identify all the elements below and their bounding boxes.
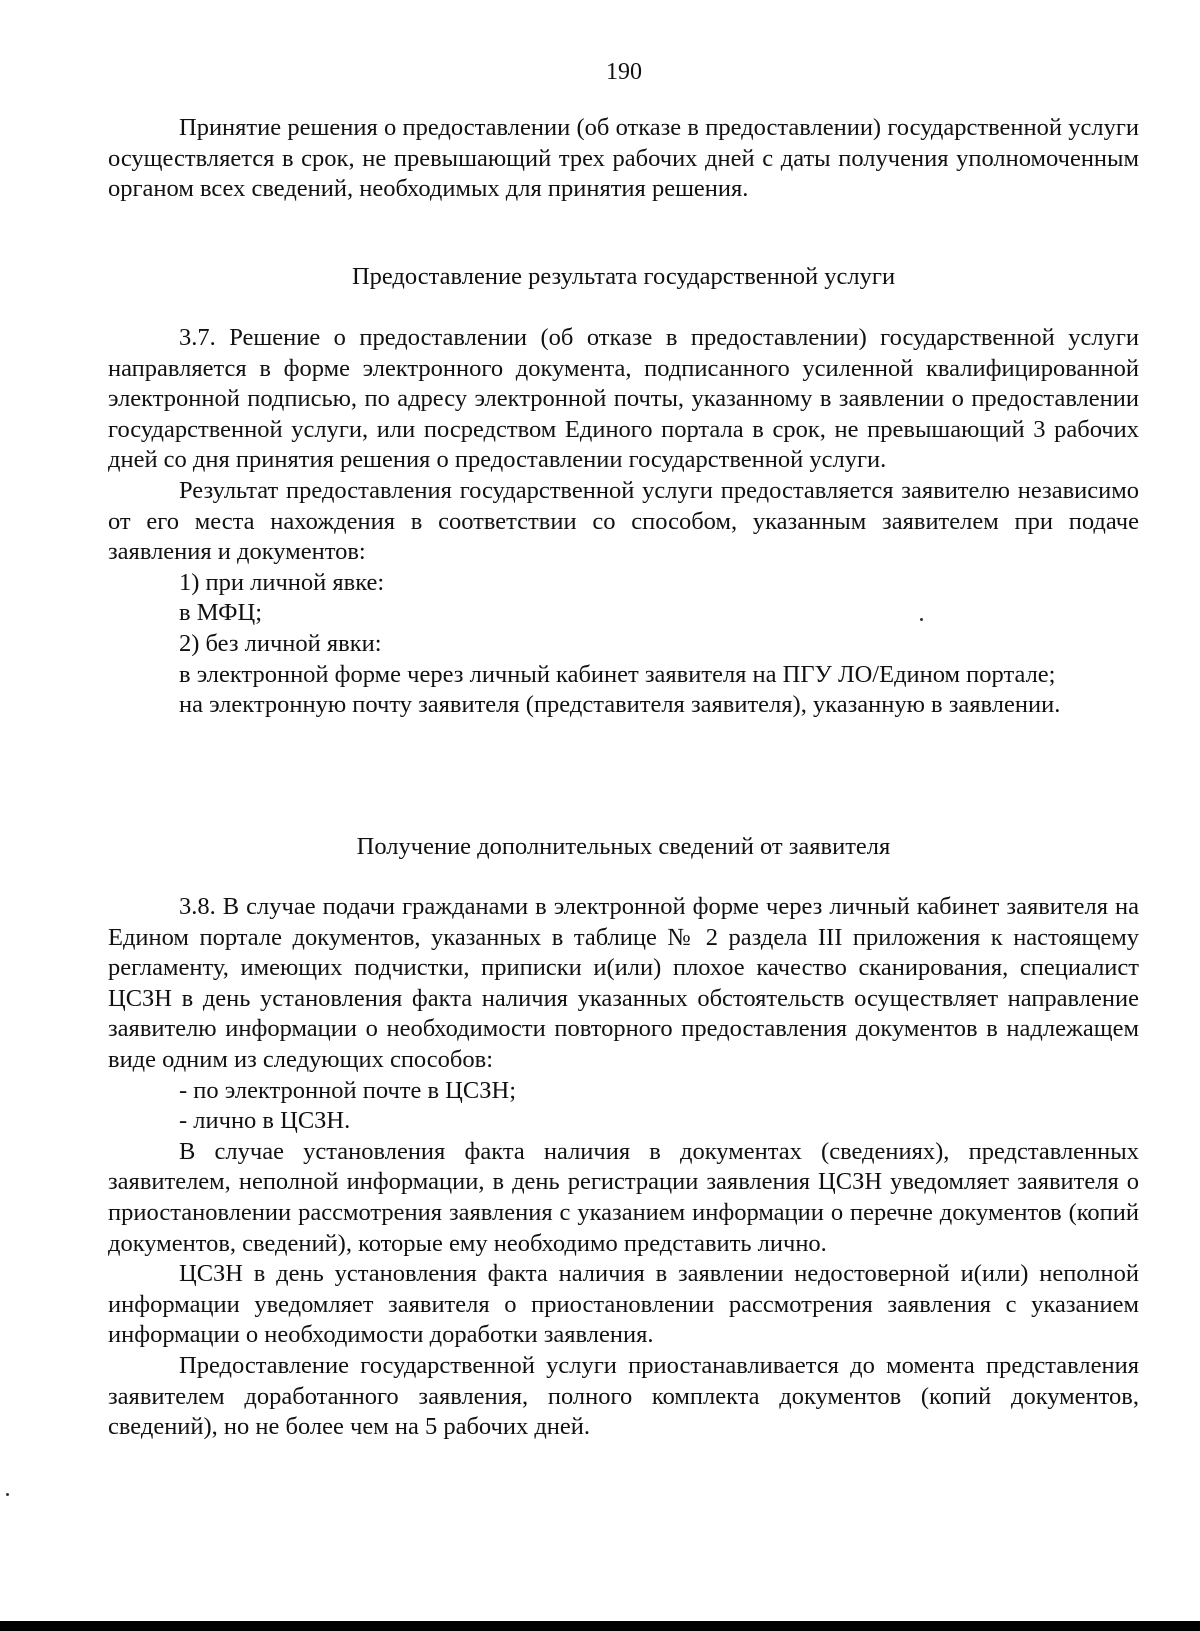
scan-speck — [920, 618, 923, 621]
page-number: 190 — [606, 59, 642, 85]
list-item: 1) при личной явке: — [179, 568, 385, 596]
paragraph: Принятие решения о предоставлении (об отказе в предоставлении) государственной услуги осуществляется в срок, не превышающий трех рабочих дней с даты получения уполномоченным органом всех сведений, необходимых для принятия решения. — [108, 114, 1139, 203]
paragraph: В случае установления факта наличия в документах (сведениях), представленных заявителем, неполной информации, в день регистрации заявления ЦСЗН уведомляет заявителя о приостановлении рассмотрения заявления с указанием информации о перечне документов (копий документов, сведений), которые ему необходимо представить лично. — [108, 1137, 1139, 1257]
text-block-1 — [108, 113, 1139, 205]
list-item: - по электронной почте в ЦСЗН; — [179, 1076, 516, 1104]
paragraph: ЦСЗН в день установления факта наличия в заявлении недостоверной и(или) неполной информации уведомляет заявителя о приостановлении рассмотрения заявления с указанием информации о необходимости доработки заявления. — [108, 1260, 1139, 1349]
list-item: - лично в ЦСЗН. — [179, 1107, 351, 1135]
section-heading: Предоставление результата государственной услуги — [351, 263, 896, 290]
text-block-2 — [108, 323, 1139, 721]
section-heading-additional — [108, 832, 1139, 863]
paragraph: Результат предоставления государственной услуги предоставляется заявителю независимо от его места нахождения в соответствии со способом, указанным заявителем при подаче заявления и документов: — [108, 476, 1139, 566]
list-item: 2) без личной явки: — [179, 629, 382, 657]
list-item: в МФЦ; — [179, 599, 263, 627]
scan-edge-bar — [0, 1621, 1200, 1631]
text-block-3 — [108, 892, 1139, 1443]
paragraph: 3.8. В случае подачи гражданами в электронной форме через личный кабинет заявителя на Едином портале документов, указанных в таблице № 2 раздела III приложения к настоящему регламенту, имеющих подчистки, приписки и(или) плохое качество сканирования, специалист ЦСЗН в день установления факта наличия указанных обстоятельств осуществляет направление заявителю информации о необходимости повторного предоставления документов в надлежащем виде одним из следующих способов: — [108, 893, 1139, 1073]
section-heading-result — [108, 262, 1139, 293]
scan-speck — [6, 1493, 9, 1496]
section-heading: Получение дополнительных сведений от заявителя — [356, 833, 891, 860]
list-item: в электронной форме через личный кабинет заявителя на ПГУ ЛО/Едином портале; — [179, 660, 1056, 688]
paragraph: 3.7. Решение о предоставлении (об отказе в предоставлении) государственной услуги направляется в форме электронного документа, подписанного усиленной квалифицированной электронной подписью, по адресу электронной почты, указанному в заявлении о предоставлении государственной услуги, или посредством Единого портала в срок, не превышающий 3 рабочих дней со дня принятия решения о предоставлении государственной услуги. — [108, 324, 1139, 474]
paragraph: Предоставление государственной услуги приостанавливается до момента представления заявителем доработанного заявления, полного комплекта документов (копий документов, сведений), но не более чем на 5 рабочих дней. — [108, 1351, 1139, 1441]
list-item: на электронную почту заявителя (представителя заявителя), указанную в заявлении. — [179, 691, 1061, 719]
